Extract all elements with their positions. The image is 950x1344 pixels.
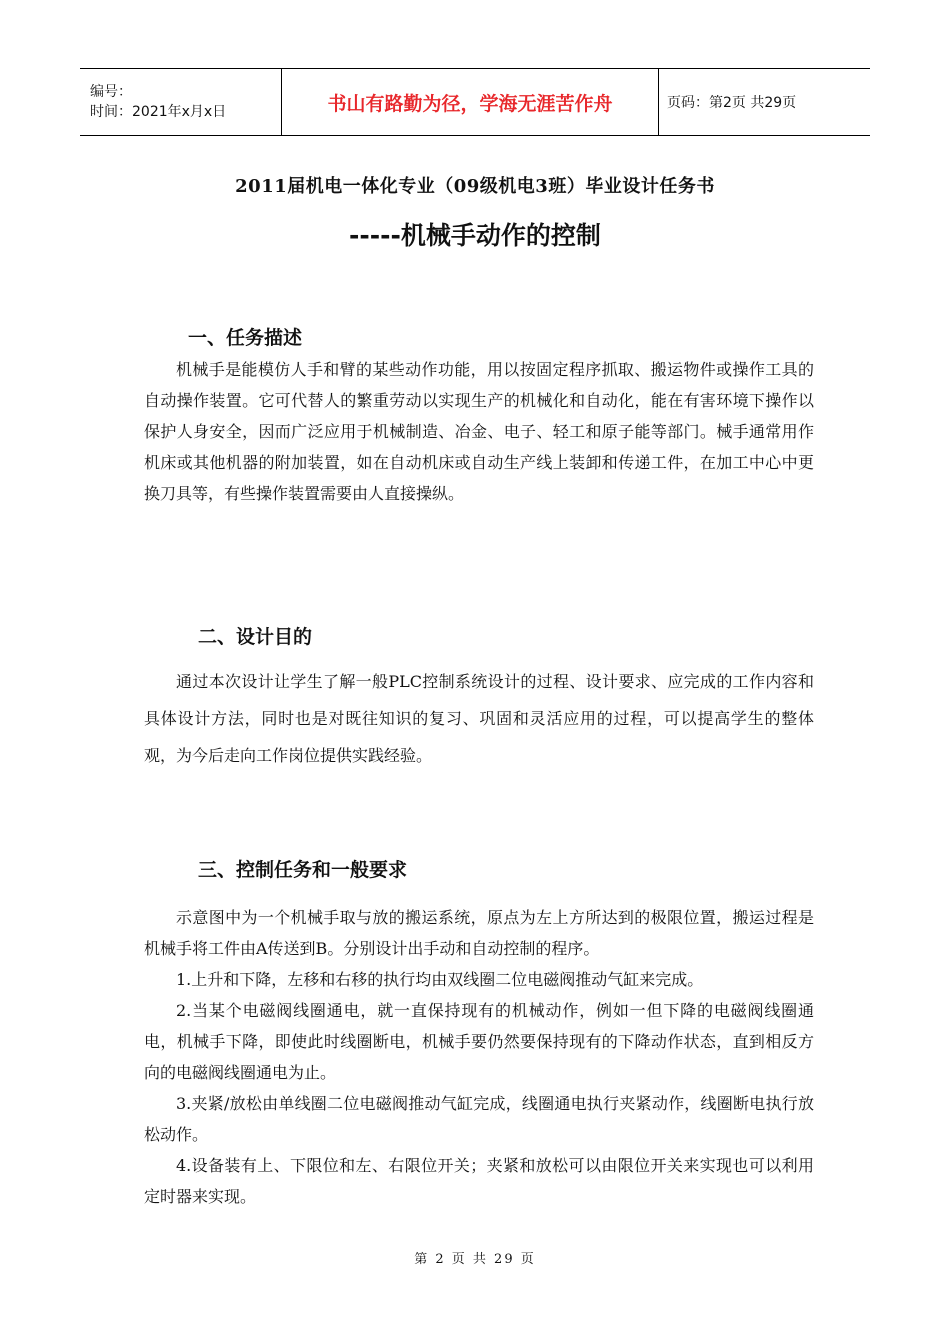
paragraph: 机械手是能模仿人手和臂的某些动作功能，用以按固定程序抓取、搬运物件或操作工具的自动操作装置。它可代替人的繁重劳动以实现生产的机械化和自动化，能在有害环境下操作以保护人身安全，因而广泛应用于机械制造、冶金、电子、轻工和原子能等部门。械手通常用作机床或其他机器的附加装置，如在自动机床或自动生产线上装卸和传递工件，在加工中心中更换刀具等，有些操作装置需要由人直接操纵。: [144, 360, 814, 503]
page-header: [80, 68, 870, 136]
paragraph: 1.上升和下降，左移和右移的执行均由双线圈二位电磁阀推动气缸来完成。: [176, 970, 704, 989]
paragraph: 4.设备装有上、下限位和左、右限位开关；夹紧和放松可以由限位开关来实现也可以利用定时器来实现。: [144, 1156, 814, 1206]
document-time-label: 时间：2021年x月x日: [90, 104, 227, 120]
paragraph: 示意图中为一个机械手取与放的搬运系统，原点为左上方所达到的极限位置，搬运过程是机械手将工件由A传送到B。分别设计出手动和自动控制的程序。: [144, 908, 814, 958]
header-meta: [80, 69, 282, 135]
section-heading-requirements: 三、控制任务和一般要求: [198, 859, 408, 881]
section-heading-purpose: 二、设计目的: [198, 626, 313, 648]
document-title: 2011届机电一体化专业（09级机电3班）毕业设计任务书: [235, 176, 715, 197]
page-footer: 第 2 页 共 29 页: [414, 1252, 536, 1267]
document-number-label: 编号：: [90, 84, 132, 100]
header-motto: 书山有路勤为径，学海无涯苦作舟: [282, 69, 659, 135]
section-body-purpose: [144, 663, 814, 774]
paragraph: 3.夹紧/放松由单线圈二位电磁阀推动气缸完成，线圈通电执行夹紧动作，线圈断电执行放松动作。: [144, 1094, 814, 1144]
section-body-task: [144, 354, 814, 509]
paragraph: 2.当某个电磁阀线圈通电，就一直保持现有的机械动作，例如一但下降的电磁阀线圈通电，机械手下降，即使此时线圈断电，机械手要仍然要保持现有的下降动作状态，直到相反方向的电磁阀线圈通电为止。: [144, 1001, 814, 1082]
section-body-requirements: [144, 902, 814, 1212]
document-subtitle: -----机械手动作的控制: [349, 221, 601, 250]
section-heading-task: 一、任务描述: [188, 327, 303, 349]
paragraph: 通过本次设计让学生了解一般PLC控制系统设计的过程、设计要求、应完成的工作内容和具体设计方法，同时也是对既往知识的复习、巩固和灵活应用的过程，可以提高学生的整体观，为今后走向工作岗位提供实践经验。: [144, 672, 814, 765]
header-page-info: 页码：第2页 共29页: [667, 95, 797, 111]
